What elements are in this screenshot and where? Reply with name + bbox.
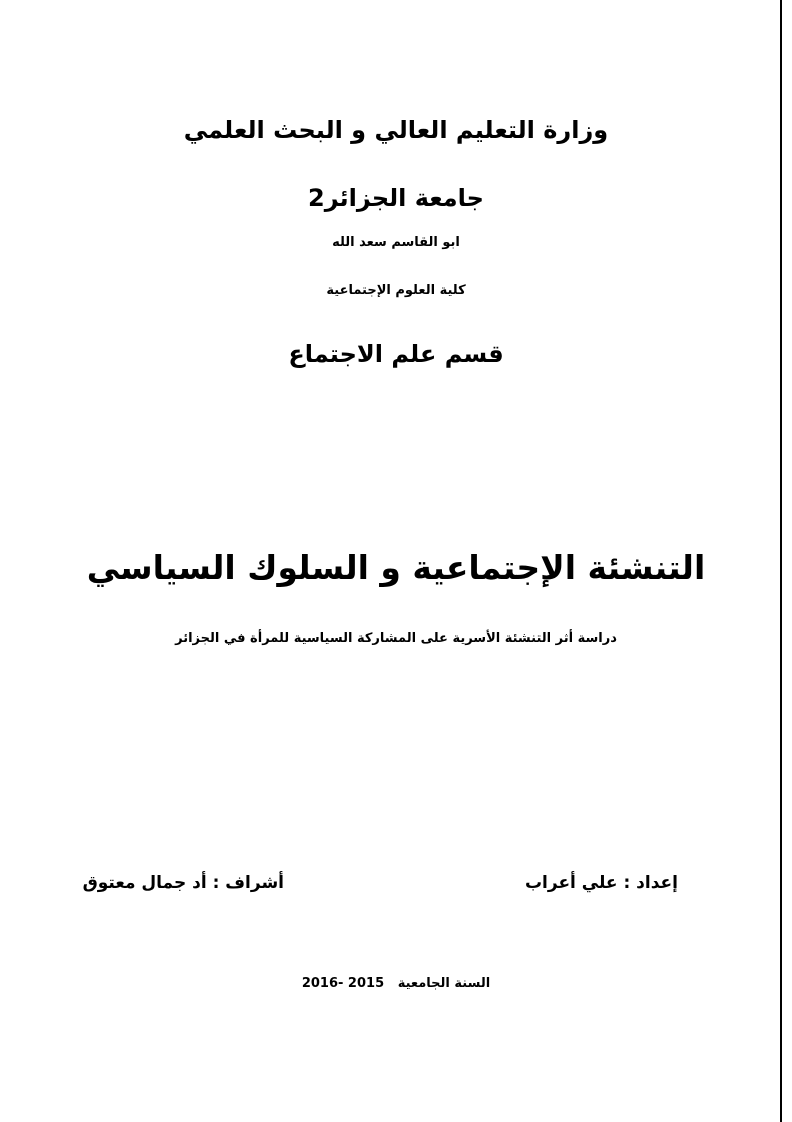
academic-year: [0, 976, 792, 991]
academic-year-label: السنة الجامعية: [397, 976, 491, 991]
department-name: قسم علم الاجتماع: [288, 340, 504, 368]
ministry-name: وزارة التعليم العالي و البحث العلمي: [183, 116, 609, 144]
university-subtitle: ابو القاسم سعد الله: [332, 235, 460, 250]
academic-year-range: 2016- 2015: [301, 976, 385, 991]
author-credit: إعداد : علي أعراب: [524, 873, 678, 893]
supervisor-credit: أشراف : أد جمال معتوق: [82, 873, 284, 893]
university-name: جامعة الجزائر2: [308, 184, 484, 212]
faculty-name: كلية العلوم الإجتماعية: [326, 283, 466, 298]
thesis-title: التنشئة الإجتماعية و السلوك السياسي: [86, 548, 706, 587]
thesis-subtitle: دراسة أثر التنشئة الأسرية على المشاركة السياسية للمرأة في الجزائر: [175, 631, 617, 646]
